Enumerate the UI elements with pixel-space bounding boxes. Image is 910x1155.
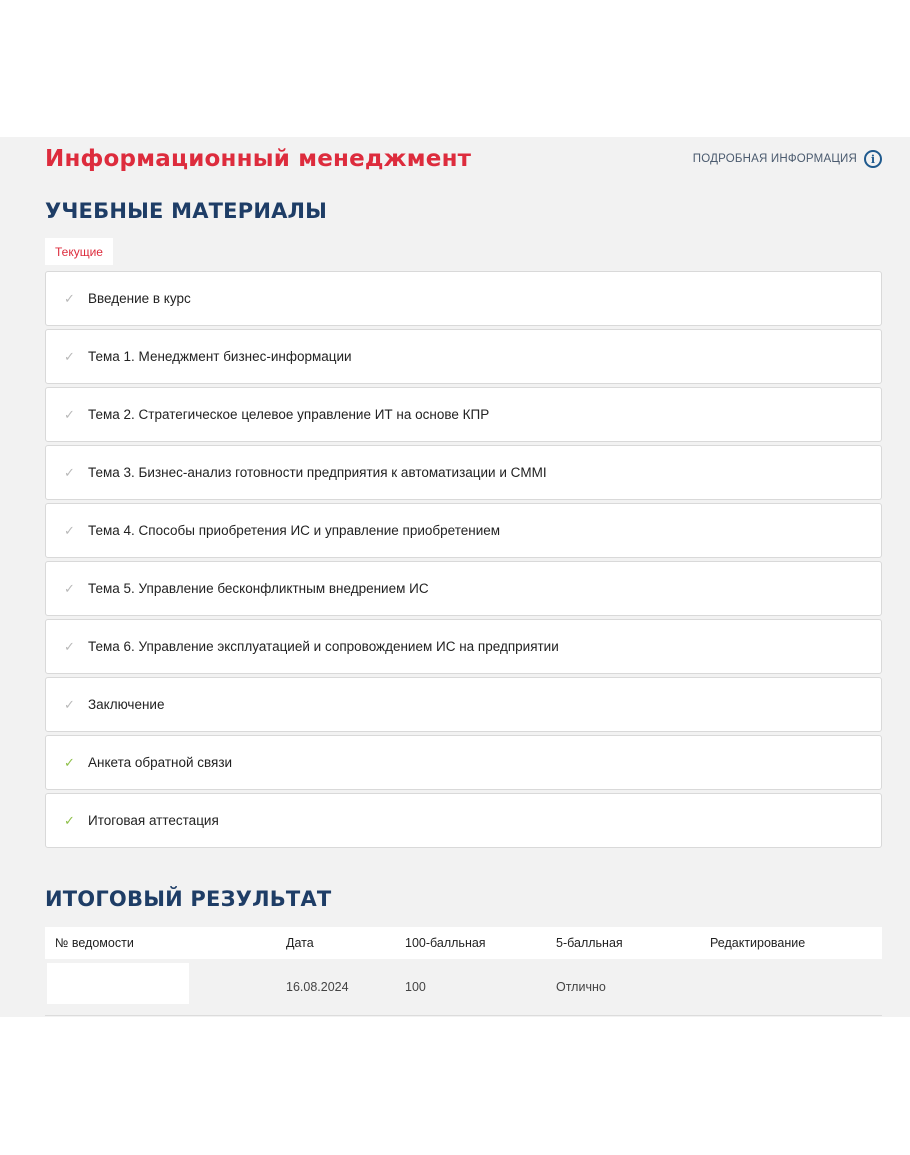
header-sheet-number: № ведомости <box>55 936 134 950</box>
material-label: Тема 2. Стратегическое целевое управление ИТ на основе КПР <box>88 407 490 422</box>
result-date: 16.08.2024 <box>286 980 349 994</box>
material-item-conclusion[interactable] <box>45 677 882 732</box>
result-score-5: Отлично <box>556 980 606 994</box>
info-icon[interactable]: i <box>864 150 882 168</box>
check-icon: ✓ <box>64 349 75 364</box>
course-header <box>45 143 882 175</box>
course-title: Информационный менеджмент <box>45 146 472 172</box>
check-icon: ✓ <box>64 291 75 306</box>
check-icon: ✓ <box>64 697 75 712</box>
material-item-final-attestation[interactable] <box>45 793 882 848</box>
result-section-title: ИТОГОВЫЙ РЕЗУЛЬТАТ <box>45 887 332 911</box>
materials-section-title: УЧЕБНЫЕ МАТЕРИАЛЫ <box>45 199 328 223</box>
material-item-topic-4[interactable] <box>45 503 882 558</box>
materials-list <box>45 271 882 851</box>
material-item-intro[interactable] <box>45 271 882 326</box>
check-icon: ✓ <box>64 407 75 422</box>
material-item-topic-5[interactable] <box>45 561 882 616</box>
material-label: Заключение <box>88 697 165 712</box>
sheet-number-cell <box>47 963 189 1004</box>
result-score-100: 100 <box>405 980 426 994</box>
material-label: Тема 1. Менеджмент бизнес-информации <box>88 349 352 364</box>
material-item-topic-3[interactable] <box>45 445 882 500</box>
check-icon: ✓ <box>64 465 75 480</box>
material-label: Анкета обратной связи <box>88 755 233 770</box>
material-item-topic-1[interactable] <box>45 329 882 384</box>
result-table <box>45 927 882 1016</box>
check-icon: ✓ <box>64 523 75 538</box>
header-score-5: 5-балльная <box>556 936 623 950</box>
check-icon: ✓ <box>64 581 75 596</box>
material-item-topic-6[interactable] <box>45 619 882 674</box>
table-row <box>45 959 882 1016</box>
material-label: Итоговая аттестация <box>88 813 219 828</box>
more-info-label[interactable]: ПОДРОБНАЯ ИНФОРМАЦИЯ <box>692 153 857 165</box>
material-label: Тема 4. Способы приобретения ИС и управление приобретением <box>88 523 501 538</box>
material-label: Тема 5. Управление бесконфликтным внедрением ИС <box>88 581 429 596</box>
material-item-feedback-survey[interactable] <box>45 735 882 790</box>
result-table-header <box>45 927 882 959</box>
tab-current[interactable]: Текущие <box>45 238 113 265</box>
material-label: Введение в курс <box>88 291 191 306</box>
material-item-topic-2[interactable] <box>45 387 882 442</box>
more-info-link[interactable] <box>693 150 882 168</box>
material-label: Тема 3. Бизнес-анализ готовности предприятия к автоматизации и CMMI <box>88 465 547 480</box>
course-page <box>0 137 910 1017</box>
check-icon: ✓ <box>64 813 75 828</box>
material-label: Тема 6. Управление эксплуатацией и сопровождением ИС на предприятии <box>88 639 559 654</box>
check-icon: ✓ <box>64 639 75 654</box>
header-edit: Редактирование <box>710 936 806 950</box>
header-date: Дата <box>286 936 314 950</box>
header-score-100: 100-балльная <box>405 936 486 950</box>
check-icon: ✓ <box>64 755 75 770</box>
